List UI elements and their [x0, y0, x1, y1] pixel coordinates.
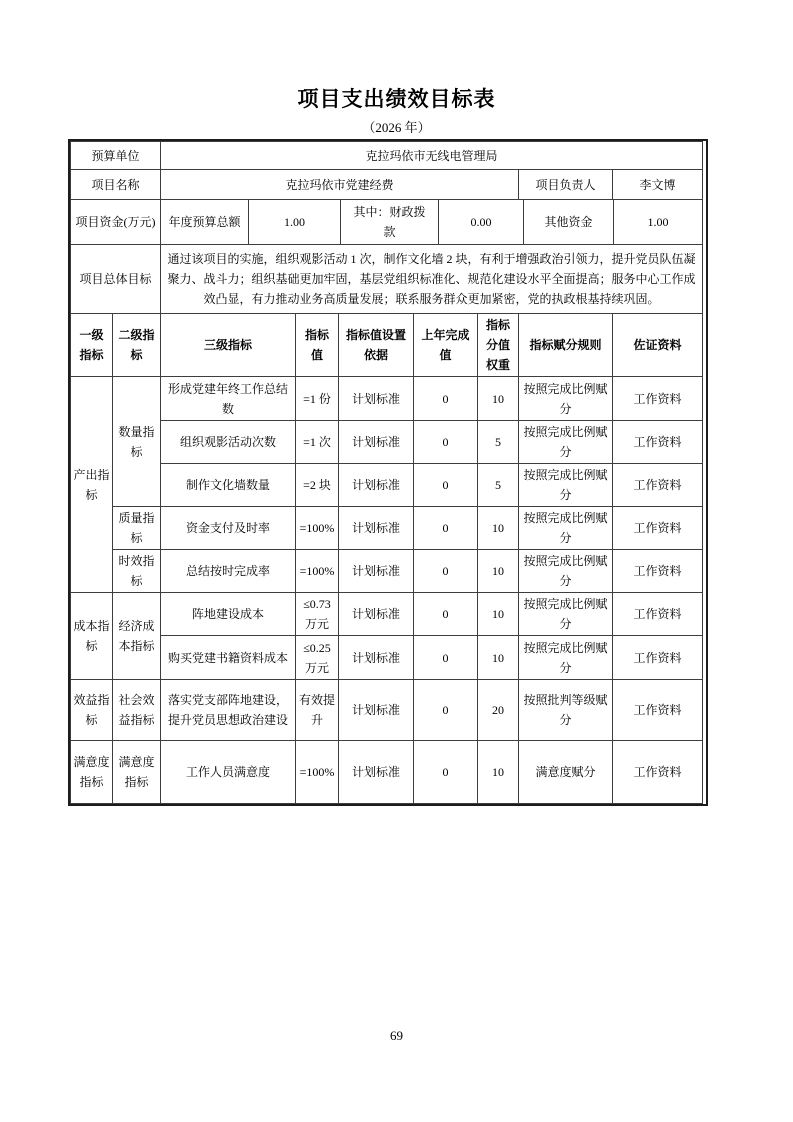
evidence-cell: 工作资料 — [613, 680, 703, 741]
level2-cell: 质量指标 — [113, 507, 161, 550]
weight-cell: 10 — [478, 593, 519, 636]
level3-cell: 资金支付及时率 — [161, 507, 296, 550]
weight-cell: 10 — [478, 636, 519, 680]
indicator-row — [71, 507, 703, 550]
prev-value-cell: 0 — [414, 680, 478, 741]
rule-cell: 按照批判等级赋分 — [519, 680, 613, 741]
indicator-row — [71, 636, 703, 680]
overall-goal-row — [70, 244, 703, 314]
page-title: 项目支出绩效目标表 — [297, 87, 496, 111]
indicator-row — [71, 680, 703, 741]
header-level1: 一级指标 — [71, 314, 113, 377]
fiscal-allocation-label: 其中：财政拨款 — [341, 200, 439, 245]
evidence-cell: 工作资料 — [613, 550, 703, 593]
evidence-cell: 工作资料 — [613, 741, 703, 804]
rule-cell: 按照完成比例赋分 — [519, 636, 613, 680]
header-weight: 指标分值权重 — [478, 314, 519, 377]
other-funds-label: 其他资金 — [524, 200, 614, 245]
rule-cell: 按照完成比例赋分 — [519, 550, 613, 593]
evidence-cell: 工作资料 — [613, 464, 703, 507]
basis-cell: 计划标准 — [339, 377, 414, 421]
prev-value-cell: 0 — [414, 507, 478, 550]
level3-cell: 落实党支部阵地建设，提升党员思想政治建设 — [161, 680, 296, 741]
evidence-cell: 工作资料 — [613, 421, 703, 464]
weight-cell: 10 — [478, 550, 519, 593]
indicator-row — [71, 421, 703, 464]
indicator-row — [71, 550, 703, 593]
header-value: 指标值 — [296, 314, 339, 377]
budget-unit-row — [70, 141, 703, 170]
prev-value-cell: 0 — [414, 593, 478, 636]
evidence-cell: 工作资料 — [613, 593, 703, 636]
basis-cell: 计划标准 — [339, 507, 414, 550]
level3-cell: 工作人员满意度 — [161, 741, 296, 804]
indicator-row — [71, 464, 703, 507]
indicator-table — [70, 313, 703, 804]
level3-cell: 制作文化墙数量 — [161, 464, 296, 507]
value-cell: =100% — [296, 507, 339, 550]
rule-cell: 按照完成比例赋分 — [519, 421, 613, 464]
value-cell: =2 块 — [296, 464, 339, 507]
basis-cell: 计划标准 — [339, 421, 414, 464]
level2-cell: 经济成本指标 — [113, 593, 161, 680]
prev-value-cell: 0 — [414, 741, 478, 804]
evidence-cell: 工作资料 — [613, 377, 703, 421]
evidence-cell: 工作资料 — [613, 636, 703, 680]
project-funds-row — [70, 199, 703, 245]
value-cell: 有效提升 — [296, 680, 339, 741]
weight-cell: 10 — [478, 377, 519, 421]
level3-cell: 组织观影活动次数 — [161, 421, 296, 464]
indicator-row — [71, 741, 703, 804]
page-number: 69 — [390, 1028, 403, 1043]
project-funds-label: 项目资金(万元) — [71, 200, 161, 245]
value-cell: ≤0.25 万元 — [296, 636, 339, 680]
basis-cell: 计划标准 — [339, 464, 414, 507]
level1-cell: 产出指标 — [71, 377, 113, 593]
budget-unit-label: 预算单位 — [71, 142, 161, 170]
header-level2: 二级指标 — [113, 314, 161, 377]
basis-cell: 计划标准 — [339, 593, 414, 636]
overall-goal-text: 通过该项目的实施，组织观影活动 1 次，制作文化墙 2 块，有利于增强政治引领力，提升党员队伍凝聚力、战斗力；组织基础更加牢固，基层党组织标准化、规范化建设水平全面提高；服务中心工作成效凸显，有力推动业务高质量发展；联系服务群众更加紧密，党的执政根基持续巩固。 — [161, 245, 703, 314]
basis-cell: 计划标准 — [339, 741, 414, 804]
rule-cell: 满意度赋分 — [519, 741, 613, 804]
annual-budget-label: 年度预算总额 — [161, 200, 249, 245]
basis-cell: 计划标准 — [339, 550, 414, 593]
level2-cell: 时效指标 — [113, 550, 161, 593]
value-cell: ≤0.73 万元 — [296, 593, 339, 636]
value-cell: =100% — [296, 741, 339, 804]
value-cell: =100% — [296, 550, 339, 593]
project-leader-label: 项目负责人 — [519, 170, 613, 200]
prev-value-cell: 0 — [414, 464, 478, 507]
rule-cell: 按照完成比例赋分 — [519, 377, 613, 421]
prev-value-cell: 0 — [414, 421, 478, 464]
prev-value-cell: 0 — [414, 377, 478, 421]
level1-cell: 满意度指标 — [71, 741, 113, 804]
weight-cell: 20 — [478, 680, 519, 741]
indicator-row — [71, 593, 703, 636]
level2-cell: 满意度指标 — [113, 741, 161, 804]
weight-cell: 10 — [478, 507, 519, 550]
indicator-row — [71, 377, 703, 421]
level2-cell: 社会效益指标 — [113, 680, 161, 741]
weight-cell: 5 — [478, 421, 519, 464]
fiscal-allocation-value: 0.00 — [439, 200, 524, 245]
page-subtitle: （2026 年） — [362, 120, 431, 135]
header-rule: 指标赋分规则 — [519, 314, 613, 377]
level3-cell: 形成党建年终工作总结数 — [161, 377, 296, 421]
level1-cell: 效益指标 — [71, 680, 113, 741]
rule-cell: 按照完成比例赋分 — [519, 464, 613, 507]
project-leader-value: 李文博 — [613, 170, 703, 200]
rule-cell: 按照完成比例赋分 — [519, 593, 613, 636]
project-name-row — [70, 169, 703, 200]
level2-cell: 数量指标 — [113, 377, 161, 507]
level3-cell: 阵地建设成本 — [161, 593, 296, 636]
overall-goal-label: 项目总体目标 — [71, 245, 161, 314]
value-cell: =1 份 — [296, 377, 339, 421]
level1-cell: 成本指标 — [71, 593, 113, 680]
basis-cell: 计划标准 — [339, 636, 414, 680]
header-evidence: 佐证资料 — [613, 314, 703, 377]
header-basis: 指标值设置依据 — [339, 314, 414, 377]
performance-target-table — [68, 139, 708, 806]
level3-cell: 总结按时完成率 — [161, 550, 296, 593]
project-name-label: 项目名称 — [71, 170, 161, 200]
header-prev: 上年完成值 — [414, 314, 478, 377]
evidence-cell: 工作资料 — [613, 507, 703, 550]
prev-value-cell: 0 — [414, 636, 478, 680]
rule-cell: 按照完成比例赋分 — [519, 507, 613, 550]
other-funds-value: 1.00 — [614, 200, 703, 245]
prev-value-cell: 0 — [414, 550, 478, 593]
weight-cell: 10 — [478, 741, 519, 804]
annual-budget-value: 1.00 — [249, 200, 341, 245]
basis-cell: 计划标准 — [339, 680, 414, 741]
value-cell: =1 次 — [296, 421, 339, 464]
weight-cell: 5 — [478, 464, 519, 507]
project-name-value: 克拉玛依市党建经费 — [161, 170, 519, 200]
level3-cell: 购买党建书籍资料成本 — [161, 636, 296, 680]
header-level3: 三级指标 — [161, 314, 296, 377]
budget-unit-value: 克拉玛依市无线电管理局 — [161, 142, 703, 170]
